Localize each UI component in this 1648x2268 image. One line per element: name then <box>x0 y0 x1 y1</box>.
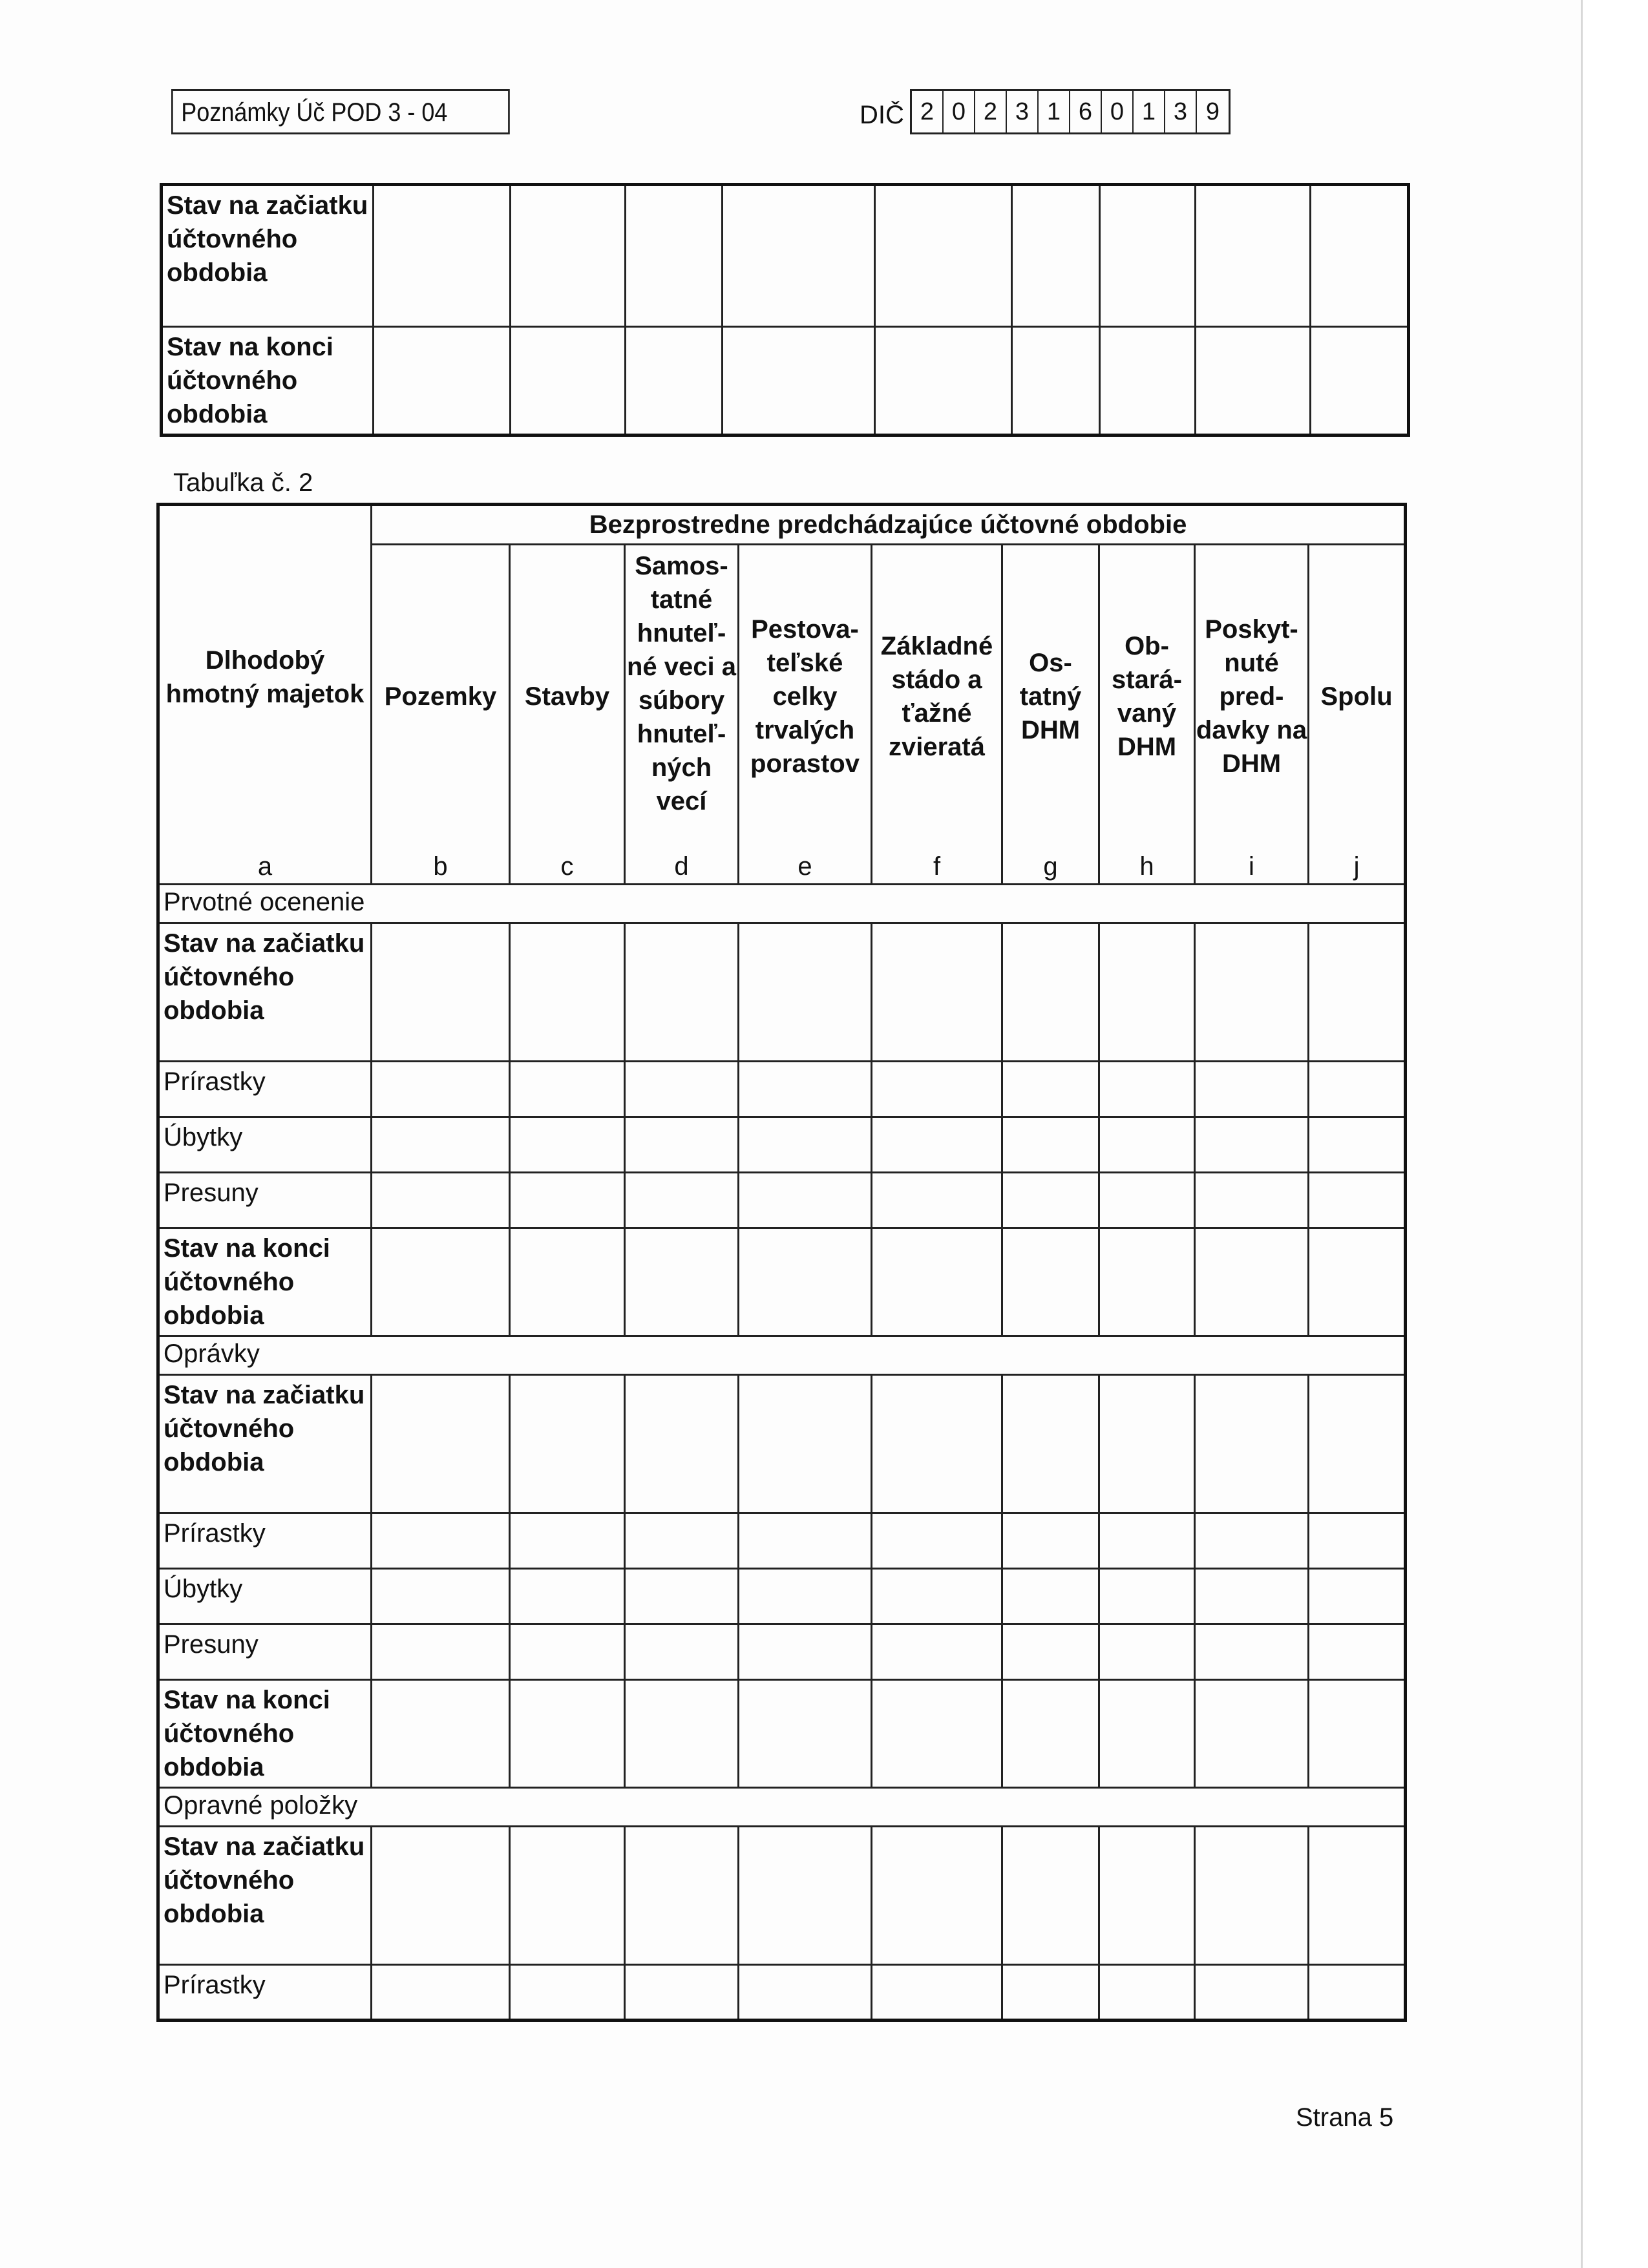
dic-digit: 2 <box>912 91 944 132</box>
input-cell[interactable] <box>1099 1173 1195 1228</box>
table-row <box>158 1375 1406 1513</box>
input-cell[interactable] <box>510 1173 625 1228</box>
row-label: Stav na začiatku účtovného obdobia <box>158 923 372 1062</box>
section-title: Oprávky <box>158 1336 1406 1375</box>
input-cell[interactable] <box>1099 1624 1195 1680</box>
input-cell[interactable] <box>625 1624 739 1680</box>
input-cell[interactable] <box>1002 1569 1099 1624</box>
row-label: Stav na konci účtovného obdobia <box>162 327 374 436</box>
input-cell[interactable] <box>872 1680 1002 1788</box>
input-cell[interactable] <box>372 1228 510 1336</box>
input-cell[interactable] <box>1012 327 1100 436</box>
input-cell[interactable] <box>872 1827 1002 1965</box>
input-cell[interactable] <box>872 1375 1002 1513</box>
input-cell[interactable] <box>1002 1062 1099 1117</box>
input-cell[interactable] <box>510 1062 625 1117</box>
input-cell[interactable] <box>1309 1827 1406 1965</box>
row-label: Stav na začiatku účtovného obdobia <box>158 1375 372 1513</box>
input-cell[interactable] <box>1196 327 1311 436</box>
col-letter: d <box>625 848 739 885</box>
row-label: Prírastky <box>158 1513 372 1569</box>
section-title: Opravné položky <box>158 1788 1406 1827</box>
input-cell[interactable] <box>739 1228 872 1336</box>
input-cell[interactable] <box>1195 1062 1309 1117</box>
input-cell[interactable] <box>510 1228 625 1336</box>
input-cell[interactable] <box>511 327 626 436</box>
input-cell[interactable] <box>1002 923 1099 1062</box>
col-header-b: Pozemky <box>372 545 510 848</box>
input-cell[interactable] <box>1002 1228 1099 1336</box>
col-letter: b <box>372 848 510 885</box>
input-cell[interactable] <box>1195 1513 1309 1569</box>
col-header-g: Os-tatný DHM <box>1002 545 1099 848</box>
row-label: Úbytky <box>158 1117 372 1173</box>
input-cell[interactable] <box>625 1117 739 1173</box>
input-cell[interactable] <box>1309 1513 1406 1569</box>
input-cell[interactable] <box>372 1375 510 1513</box>
table-row <box>158 1173 1406 1228</box>
input-cell[interactable] <box>723 185 875 327</box>
input-cell[interactable] <box>739 923 872 1062</box>
input-cell[interactable] <box>1100 327 1196 436</box>
col-header-h: Ob-stará-vaný DHM <box>1099 545 1195 848</box>
input-cell[interactable] <box>1099 1569 1195 1624</box>
input-cell[interactable] <box>1099 1062 1195 1117</box>
dic-digit: 3 <box>1165 91 1197 132</box>
input-cell[interactable] <box>372 1680 510 1788</box>
dic-digit: 0 <box>1102 91 1134 132</box>
input-cell[interactable] <box>1099 1513 1195 1569</box>
input-cell[interactable] <box>372 1569 510 1624</box>
input-cell[interactable] <box>625 1680 739 1788</box>
input-cell[interactable] <box>625 1228 739 1336</box>
input-cell[interactable] <box>625 1569 739 1624</box>
input-cell[interactable] <box>1309 1569 1406 1624</box>
table-label: Tabuľka č. 2 <box>173 468 313 497</box>
input-cell[interactable] <box>1195 1228 1309 1336</box>
input-cell[interactable] <box>1002 1173 1099 1228</box>
input-cell[interactable] <box>1195 1375 1309 1513</box>
input-cell[interactable] <box>739 1624 872 1680</box>
input-cell[interactable] <box>625 923 739 1062</box>
input-cell[interactable] <box>1002 1375 1099 1513</box>
input-cell[interactable] <box>875 327 1012 436</box>
input-cell[interactable] <box>625 1965 739 2021</box>
input-cell[interactable] <box>1311 185 1409 327</box>
dic-digit-boxes <box>910 89 1231 134</box>
input-cell[interactable] <box>372 1513 510 1569</box>
input-cell[interactable] <box>1195 923 1309 1062</box>
input-cell[interactable] <box>739 1569 872 1624</box>
input-cell[interactable] <box>372 1827 510 1965</box>
table-row <box>162 185 1409 327</box>
row-label: Úbytky <box>158 1569 372 1624</box>
input-cell[interactable] <box>875 185 1012 327</box>
table-row <box>158 923 1406 1062</box>
input-cell[interactable] <box>372 1624 510 1680</box>
input-cell[interactable] <box>872 1513 1002 1569</box>
input-cell[interactable] <box>1099 1827 1195 1965</box>
table-row <box>158 1513 1406 1569</box>
col-letter: e <box>739 848 872 885</box>
input-cell[interactable] <box>872 1965 1002 2021</box>
dic-label: DIČ <box>860 101 904 129</box>
input-cell[interactable] <box>511 185 626 327</box>
input-cell[interactable] <box>1002 1117 1099 1173</box>
input-cell[interactable] <box>625 1827 739 1965</box>
page-number: Strana 5 <box>1296 2103 1394 2132</box>
input-cell[interactable] <box>510 1513 625 1569</box>
input-cell[interactable] <box>1309 1375 1406 1513</box>
row-label: Stav na začiatku účtovného obdobia <box>158 1827 372 1965</box>
input-cell[interactable] <box>739 1680 872 1788</box>
input-cell[interactable] <box>510 1827 625 1965</box>
input-cell[interactable] <box>1100 185 1196 327</box>
input-cell[interactable] <box>739 1173 872 1228</box>
row-label: Presuny <box>158 1173 372 1228</box>
input-cell[interactable] <box>1099 1965 1195 2021</box>
table-row <box>158 1117 1406 1173</box>
table-row <box>158 1965 1406 2021</box>
row-label: Presuny <box>158 1624 372 1680</box>
col-letter: h <box>1099 848 1195 885</box>
table-row <box>158 1569 1406 1624</box>
table-row <box>158 1228 1406 1336</box>
input-cell[interactable] <box>374 327 511 436</box>
input-cell[interactable] <box>372 923 510 1062</box>
col-header-j: Spolu <box>1309 545 1406 848</box>
row-label: Stav na začiatku účtovného obdobia <box>162 185 374 327</box>
section-title: Prvotné ocenenie <box>158 885 1406 923</box>
input-cell[interactable] <box>372 1062 510 1117</box>
input-cell[interactable] <box>1309 1062 1406 1117</box>
row-label: Stav na konci účtovného obdobia <box>158 1228 372 1336</box>
col-letter: j <box>1309 848 1406 885</box>
col-header-c: Stavby <box>510 545 625 848</box>
input-cell[interactable] <box>510 1117 625 1173</box>
dic-digit: 3 <box>1007 91 1039 132</box>
input-cell[interactable] <box>626 185 723 327</box>
dic-digit: 6 <box>1070 91 1102 132</box>
table-row <box>158 1827 1406 1965</box>
input-cell[interactable] <box>372 1965 510 2021</box>
input-cell[interactable] <box>1002 1680 1099 1788</box>
col-letter: a <box>158 848 372 885</box>
input-cell[interactable] <box>739 1965 872 2021</box>
dic-digit: 1 <box>1039 91 1070 132</box>
input-cell[interactable] <box>1309 1680 1406 1788</box>
input-cell[interactable] <box>1002 1965 1099 2021</box>
input-cell[interactable] <box>1196 185 1311 327</box>
input-cell[interactable] <box>1012 185 1100 327</box>
input-cell[interactable] <box>1309 1965 1406 2021</box>
input-cell[interactable] <box>510 1624 625 1680</box>
dic-digit: 2 <box>975 91 1007 132</box>
input-cell[interactable] <box>872 923 1002 1062</box>
input-cell[interactable] <box>510 1569 625 1624</box>
input-cell[interactable] <box>625 1173 739 1228</box>
table-row <box>158 1624 1406 1680</box>
input-cell[interactable] <box>872 1624 1002 1680</box>
input-cell[interactable] <box>723 327 875 436</box>
input-cell[interactable] <box>510 1680 625 1788</box>
input-cell[interactable] <box>1195 1965 1309 2021</box>
input-cell[interactable] <box>625 1513 739 1569</box>
table-row <box>162 327 1409 436</box>
table-row <box>158 1680 1406 1788</box>
input-cell[interactable] <box>872 1117 1002 1173</box>
form-title-box: Poznámky Úč POD 3 - 04 <box>171 89 510 134</box>
input-cell[interactable] <box>1309 1624 1406 1680</box>
input-cell[interactable] <box>625 1062 739 1117</box>
input-cell[interactable] <box>739 1513 872 1569</box>
input-cell[interactable] <box>1099 1228 1195 1336</box>
col-header-d: Samos-tatné hnuteľ-né veci a súbory hnuteľ-ných vecí <box>625 545 739 848</box>
input-cell[interactable] <box>372 1117 510 1173</box>
input-cell[interactable] <box>739 1062 872 1117</box>
col-header-e: Pestova-teľské celky trvalých porastov <box>739 545 872 848</box>
top-continuation-table <box>160 183 1410 437</box>
input-cell[interactable] <box>1309 1173 1406 1228</box>
row-label: Prírastky <box>158 1062 372 1117</box>
period-header: Bezprostredne predchádzajúce účtovné obdobie <box>372 505 1406 545</box>
input-cell[interactable] <box>872 1228 1002 1336</box>
input-cell[interactable] <box>1195 1117 1309 1173</box>
input-cell[interactable] <box>1195 1173 1309 1228</box>
input-cell[interactable] <box>739 1375 872 1513</box>
dic-digit: 0 <box>944 91 975 132</box>
input-cell[interactable] <box>1309 923 1406 1062</box>
input-cell[interactable] <box>372 1173 510 1228</box>
input-cell[interactable] <box>872 1569 1002 1624</box>
col-letter: g <box>1002 848 1099 885</box>
dic-digit: 9 <box>1205 98 1220 125</box>
col-header-a: Dlhodobý hmotný majetok <box>158 505 372 848</box>
row-label: Stav na konci účtovného obdobia <box>158 1680 372 1788</box>
input-cell[interactable] <box>1195 1680 1309 1788</box>
input-cell[interactable] <box>626 327 723 436</box>
row-label: Prírastky <box>158 1965 372 2021</box>
input-cell[interactable] <box>510 1375 625 1513</box>
input-cell[interactable] <box>1002 1827 1099 1965</box>
input-cell[interactable] <box>1099 1680 1195 1788</box>
input-cell[interactable] <box>1195 1569 1309 1624</box>
input-cell[interactable] <box>1099 923 1195 1062</box>
input-cell[interactable] <box>374 185 511 327</box>
col-letter: f <box>872 848 1002 885</box>
input-cell[interactable] <box>872 1173 1002 1228</box>
input-cell[interactable] <box>1311 327 1409 436</box>
input-cell[interactable] <box>510 1965 625 2021</box>
input-cell[interactable] <box>1099 1375 1195 1513</box>
col-header-i: Poskyt-nuté pred-davky na DHM <box>1195 545 1309 848</box>
input-cell[interactable] <box>1002 1513 1099 1569</box>
input-cell[interactable] <box>1195 1624 1309 1680</box>
col-letter: i <box>1195 848 1309 885</box>
input-cell[interactable] <box>1309 1117 1406 1173</box>
input-cell[interactable] <box>739 1117 872 1173</box>
table-2 <box>156 503 1407 2022</box>
col-header-f: Základné stádo a ťažné zvieratá <box>872 545 1002 848</box>
dic-digit: 1 <box>1134 91 1165 132</box>
input-cell[interactable] <box>510 923 625 1062</box>
col-letter: c <box>510 848 625 885</box>
input-cell[interactable] <box>1309 1228 1406 1336</box>
input-cell[interactable] <box>872 1062 1002 1117</box>
input-cell[interactable] <box>1002 1624 1099 1680</box>
input-cell[interactable] <box>625 1375 739 1513</box>
input-cell[interactable] <box>1099 1117 1195 1173</box>
input-cell[interactable] <box>739 1827 872 1965</box>
table-row <box>158 1062 1406 1117</box>
input-cell[interactable] <box>1195 1827 1309 1965</box>
